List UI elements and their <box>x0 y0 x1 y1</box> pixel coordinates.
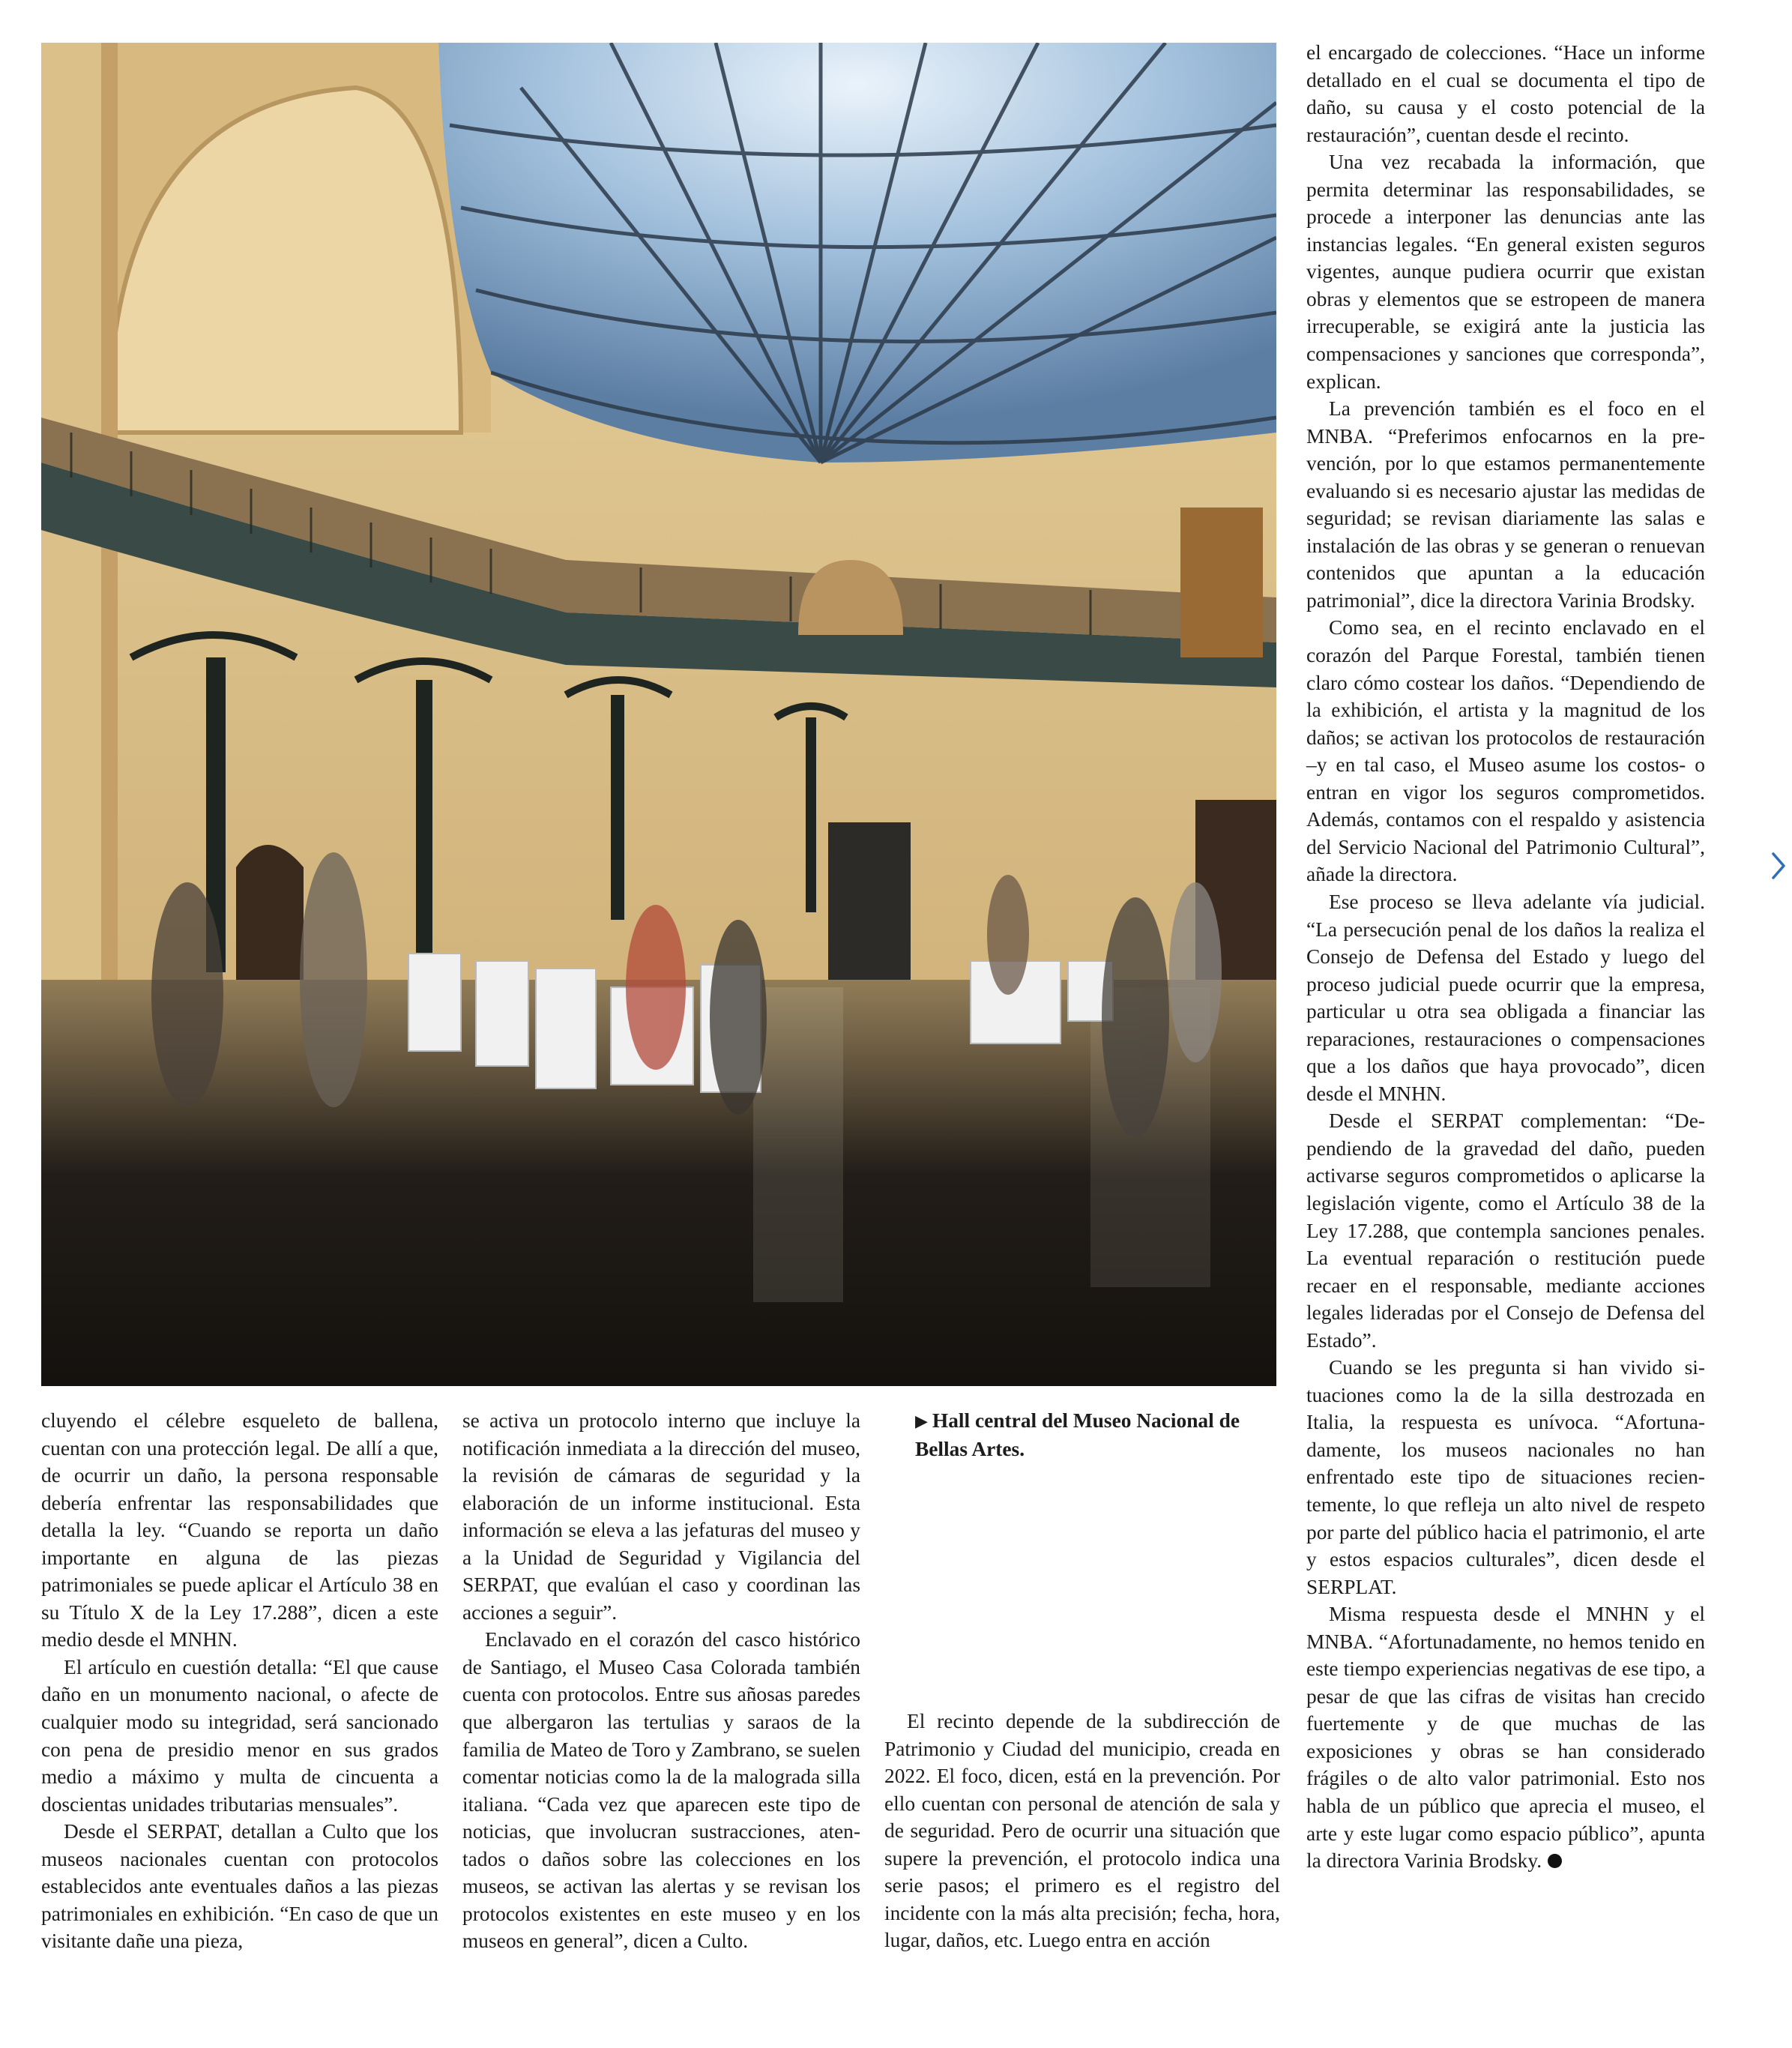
museum-hall-photo <box>41 43 1276 1386</box>
paragraph: Desde el SERPAT complementan: “Dependiendo de la gravedad del daño, pueden activarse seguros comprometidos o aplicarse la legislación vigente, como el Artículo 38 de la Ley 17.288, que contempla sanciones penales. La eventual reparación o restitución puede recaer en el responsable, mediante acciones legales lideradas por el Consejo de Defensa del Estado”. <box>1306 1109 1705 1352</box>
paragraph: Ese proceso se lleva adelante vía judicial. “La persecución penal de los daños la realiza el Consejo de Defensa del Estado y luego del proceso judicial puede ocurrir que la empresa, particular u otra sea obligada a financiar las reparaciones, restauraciones o compensaciones que a los daños que haya provocado”, dicen desde el MNHN. <box>1306 890 1705 1105</box>
paragraph: La prevención también es el foco en el MNBA. “Preferimos enfocarnos en la prevención, por lo que estamos permanentemente evaluando si es necesario ajustar las medidas de seguridad; se revisan diariamente las salas e instalación de las obras y se generan o renuevan contenidos que apuntan a la educación patrimonial”, dice la directora Varinia Brodsky. <box>1306 397 1705 612</box>
paragraph: Cuando se les pregunta si han vivido situaciones como la de la silla destrozada en Italia, la respuesta es unívoca. “Afortunadamente, los museos nacionales no han enfrentado este tipo de situaciones recientemente, lo que refleja un alto nivel de respeto por parte del público hacia el patrimonio, el arte y estos espacios culturales”, dicen desde el SERPLAT. <box>1306 1356 1705 1598</box>
chevron-right-icon-svg <box>1770 851 1787 881</box>
article-column-3 <box>884 1708 1280 1954</box>
paragraph: cluyendo el célebre esqueleto de ballena, cuentan con una protección legal. De allí a que, de ocurrir un daño, la persona responsable debería enfrentar las responsabilidades que detalla la ley. “Cuando se reporta un daño importante en alguna de las piezas patrimoniales se puede aplicar el Artículo 38 en su Título X de la Ley 17.288”, dicen a este medio desde el MNHN. <box>41 1409 438 1651</box>
paragraph: Como sea, en el recinto enclavado en el corazón del Parque Forestal, también tienen claro cómo costear los daños. “Dependiendo de la exhibición, el artista y la magnitud de los daños; se activan los protocolos de restauración –y en tal caso, el Museo asume los costos- o entran en vigor los seguros comprometidos. Además, contamos con el respaldo y asistencia del Servicio Nacional del Patrimonio Cultural”, añade la directora. <box>1306 616 1705 886</box>
caption-marker-icon: ▶ <box>915 1412 928 1430</box>
paragraph-text: Misma respuesta desde el MNHN y el MNBA. “Afortunadamente, no hemos tenido en este tiempo experiencias negativas de ese tipo, a pesar de que las cifras de visitas han crecido fuertemente y de que muchas de las exposiciones y obras se han considerado frágiles o de alto valor patrimonial. Esto nos habla de un público que aprecia el museo, el arte y este lugar como espacio público”, apunta la directora Varinia Brodsky. <box>1306 1603 1705 1873</box>
article-column-2 <box>462 1407 860 1955</box>
chevron-right-icon[interactable] <box>1770 851 1787 881</box>
paragraph: se activa un protocolo interno que incluye la notificación inmediata a la dirección del museo, la revisión de cámaras de seguridad y la elaboración de un informe institucional. Esta información se eleva a las jefaturas del museo y a la Unidad de Seguridad y Vigilancia del SERPAT, que evalúan el caso y coordinan las acciones a seguir”. <box>462 1409 860 1624</box>
paragraph: El artículo en cuestión detalla: “El que cause daño en un monumento nacional, o afecte de cualquier modo su integridad, será sancionado con pena de presidio menor en sus grados medio a máximo y multa de cincuenta a doscientas unidades tributarias mensuales”. <box>41 1655 438 1816</box>
photo-illustration <box>41 43 1276 1386</box>
paragraph: El recinto depende de la subdirección de Patrimonio y Ciudad del municipio, creada en 2022. El foco, dicen, está en la prevención. Por ello cuentan con personal de atención de sala y de seguridad. Pero de ocurrir una situación que supere la prevención, el protocolo indica una serie pasos; el primero es el registro del incidente con la más alta precisión; fecha, hora, lugar, daños, etc. Luego entra en acción <box>884 1710 1280 1952</box>
paragraph-last <box>1306 1600 1705 1874</box>
paragraph: Desde el SERPAT, detallan a Culto que los museos nacionales cuentan con protocolos establecidos ante eventuales daños a las piezas patrimoniales en exhibición. “En caso de que un visitante dañe una pieza, <box>41 1820 438 1953</box>
caption-text: Hall central del Museo Nacional de Bellas Artes. <box>915 1409 1240 1460</box>
article-column-1 <box>41 1407 438 1955</box>
paragraph: Enclavado en el corazón del casco histórico de Santiago, el Museo Casa Colorada también cuenta con protocolos. Entre sus añosas paredes que albergaron las tertulias y saraos de la familia de Mateo de Toro y Zambrano, se suelen comentar noticias como la de la malograda silla italiana. “Cada vez que aparecen este tipo de noticias, que involucran sustracciones, atentados o daños sobre las colecciones en los museos, se activan las alertas y se revisan los protocolos existentes en este museo y en los museos en general”, dicen a Culto. <box>462 1628 860 1953</box>
paragraph: el encargado de colecciones. “Hace un informe detallado en el cual se documenta el tipo de daño, su causa y el costo potencial de la restauración”, cuentan desde el recinto. <box>1306 41 1705 146</box>
article-column-right <box>1306 39 1705 1992</box>
photo-caption <box>915 1407 1280 1463</box>
end-of-article-dot-icon <box>1548 1854 1562 1868</box>
paragraph: Una vez recabada la información, que permita determinar las responsabilidades, se procede a interponer las denuncias ante las instancias legales. “En general existen seguros vigentes, aunque pudiera ocurrir que existan obras y elementos que se estropeen de manera irrecuperable, se exigirá ante la justicia las compensaciones y sanciones que corresponda”, explican. <box>1306 151 1705 393</box>
